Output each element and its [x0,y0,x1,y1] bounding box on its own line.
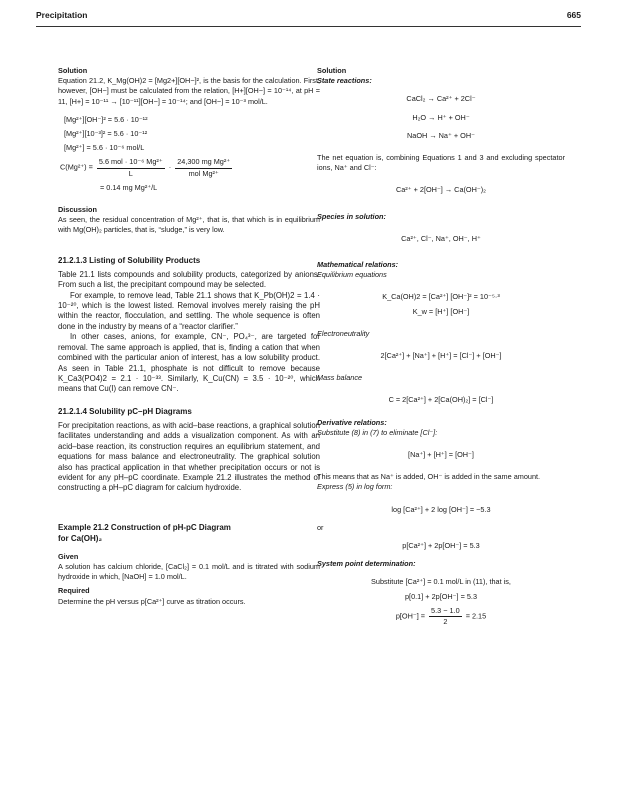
electroneutrality-heading: Electroneutrality [317,328,370,338]
left-column [58,66,320,607]
mathematical-relations-heading: Mathematical relations: [317,260,399,270]
page-number: 665 [566,10,581,20]
reaction-2: H₂O → H⁺ + OH⁻ [412,112,470,122]
eq4-dot: · [168,163,172,173]
eq-sp2-rhs: = 2.15 [465,611,487,621]
right-solution-heading: Solution [317,66,347,75]
eq-sp2-numerator: 5.3 − 1.0 [429,606,462,617]
equation-kw: K_w = [H⁺] [OH⁻] [412,306,470,316]
eq4-f2-denominator: mol Mg²⁺ [188,168,219,178]
eq-sp2-lhs: p[OH⁻] = [395,611,426,621]
example-heading-line-1: Example 21.2 Construction of pH-pC Diagram [58,522,231,532]
solution-paragraph: Equation 21.2, K_Mg(OH)2 = [Mg2+][OH−]², is the basis for the calculation. First, however, [OH−] must be calculated from the relation, [H+][OH−] = 10⁻¹⁴, at pH = 11, [H+] = 10⁻¹¹ → [10⁻¹¹][OH−] = 10⁻¹⁴; and [OH−] = 10⁻³ mol/L. [58,76,320,106]
reaction-1: CaCl₂ → Ca²⁺ + 2Cl⁻ [406,94,476,104]
given-heading: Given [58,551,79,561]
eq-sp2-denominator: 2 [443,617,448,627]
discussion-heading: Discussion [58,205,97,215]
equation-1: [Mg²⁺][OH⁻]² = 5.6 · 10⁻¹² [64,114,148,124]
equation-ksp: K_Ca(OH)2 = [Ca²⁺] [OH⁻]² = 10⁻⁵·³ [382,292,500,302]
derivative-relations-heading: Derivative relations: [317,417,387,427]
equation-3: [Mg²⁺] = 5.6 · 10⁻⁶ mol/L [64,143,145,153]
equation-system-point-1: p[0.1] + 2p[OH⁻] = 5.3 [405,591,477,601]
section-21-2-1-3-paragraph-1: Table 21.1 lists compounds and solubility products, categorized by anions. From such a list, the precipitant compound may be selected. [58,269,320,290]
section-21-2-1-3-paragraph-2: For example, to remove lead, Table 21.1 shows that K_Pb(OH)2 = 1.4 · 10⁻²⁰, which is the lowest listed. Removal involves merely raising the pH within the reactor, flocculation, and settling. The whole sequence is often done in the industry by means of a “reactor clarifier.” [58,290,320,331]
header-rule [36,26,581,27]
equation-p-form: p[Ca²⁺] + 2p[OH⁻] = 5.3 [402,541,480,551]
equation-substitution: [Na⁺] + [H⁺] = [OH⁻] [408,450,474,460]
net-equation-paragraph: The net equation is, combining Equations 1 and 3 and excluding spectator ions, Na⁺ and Cl⁻: [317,153,565,173]
eq4-fraction-1 [97,157,165,178]
running-title: Precipitation [36,10,88,20]
state-reactions-heading: State reactions: [317,76,372,86]
required-paragraph: Determine the pH versus p[Ca²⁺] curve as titration occurs. [58,596,246,606]
eq4-fraction-2 [175,157,232,178]
eq4-f1-numerator: 5.6 mol · 10⁻⁶ Mg²⁺ [97,157,165,168]
species-list: Ca²⁺, Cl⁻, Na⁺, OH⁻, H⁺ [401,233,481,243]
running-header [36,10,581,24]
equilibrium-equations-heading: Equilibrium equations [317,270,387,280]
means-paragraph: This means that as Na⁺ is added, OH⁻ is added in the same amount. [317,472,541,482]
net-equation: Ca²⁺ + 2[OH⁻] → Ca(OH⁻)₂ [395,185,486,195]
species-heading: Species in solution: [317,211,386,221]
section-21-2-1-4-heading: 21.2.1.4 Solubility pC–pH Diagrams [58,406,192,416]
equation-system-point-2 [317,606,565,627]
equation-2: [Mg²⁺][10⁻³]² = 5.6 · 10⁻¹² [64,129,148,139]
eq4-f2-numerator: 24,300 mg Mg²⁺ [175,157,232,168]
substitute-line: Substitute [Ca²⁺] = 0.1 mol/L in (11), that is, [371,577,511,587]
section-21-2-1-3-heading: 21.2.1.3 Listing of Solubility Products [58,255,201,265]
equation-4 [58,157,320,178]
eq4-f1-denominator: L [128,168,133,178]
section-21-2-1-3-paragraph-3: In other cases, anions, for example, CN⁻, PO₄³⁻, are targeted for removal. The same approach is applied, that is, finding a cation that when combined with the particular anion of interest, has a low solubility product. As seen in Table 21.1, phosphate is not difficult to remove because K_Ca3(PO4)2 = 2.1 · 10⁻³³. Similarly, K_Cu(CN) = 3.5 · 10⁻²⁰, which means that Cu(I) can remove CN⁻. [58,332,320,394]
eq4-lhs: C(Mg²⁺) = [60,163,93,173]
substitute-heading: Substitute (8) in (7) to eliminate [Cl⁻]: [317,427,438,437]
or-text: or [317,522,324,532]
mass-balance-heading: Mass balance [317,373,363,383]
example-heading-line-2: for Ca(OH)₂ [58,533,102,543]
reaction-3: NaOH → Na⁺ + OH⁻ [407,130,475,140]
equation-5: = 0.14 mg Mg²⁺/L [100,182,158,192]
eq-sp2-fraction [429,606,462,627]
equation-electroneutrality: 2[Ca²⁺] + [Na⁺] + [H⁺] = [Cl⁻] + [OH⁻] [380,351,502,361]
express-log-heading: Express (5) in log form: [317,482,393,492]
required-heading: Required [58,586,90,596]
section-21-2-1-4-paragraph-1: For precipitation reactions, as with acid–base reactions, a graphical solution facilitates understanding and adds a visualization component. As with an acid–base reaction, its construction requires an equilibrium statement, and equations for mass balance and electroneutrality. The graphical solution also has practical application in that whether precipitation occurs or not is evident for any pH–pC coordinate. Example 21.2 illustrates the method of constructing a pH–pC diagram for calcium hydroxide. [58,420,320,493]
given-paragraph: A solution has calcium chloride, [CaCl₂] = 0.1 mol/L and is titrated with sodium hydroxide in which, [NaOH] = 1.0 mol/L. [58,561,320,582]
equation-mass-balance: C = 2[Ca²⁺] + 2[Ca(OH)₂] = [Cl⁻] [388,395,494,405]
system-point-heading: System point determination: [317,559,416,569]
discussion-paragraph: As seen, the residual concentration of Mg²⁺, that is, that which is in equilibrium with Mg(OH)₂ particles, that is, “sludge,” is very low. [58,215,320,235]
solution-heading: Solution [58,66,88,75]
right-column [317,66,565,627]
equation-log-form: log [Ca²⁺] + 2 log [OH⁻] = −5.3 [391,504,491,514]
